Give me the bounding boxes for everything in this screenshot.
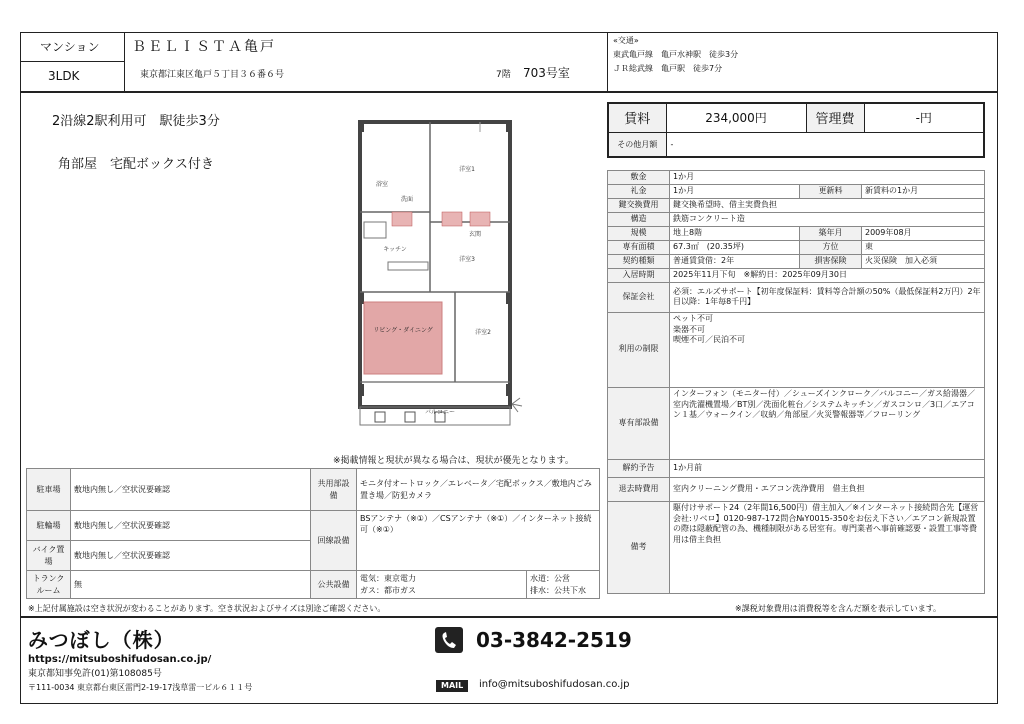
- public-label: 公共設備: [311, 571, 357, 599]
- cancel-notice-label: 解約予告: [608, 459, 670, 477]
- floor-plan: [330, 112, 530, 452]
- leave-cost-value: 室内クリーニング費用・エアコン洗浄費用 借主負担: [670, 477, 985, 501]
- transport-title: «交通»: [613, 36, 639, 45]
- common-value: モニタ付オートロック／エレベータ／宅配ボックス／敷地内ごみ置き場／防犯カメラ: [357, 469, 600, 511]
- key-money-value: 1か月: [670, 184, 800, 198]
- key-money-label: 礼金: [608, 184, 670, 198]
- rent-label: 賃料: [608, 103, 666, 132]
- restrict-item: 楽器不可: [673, 324, 705, 334]
- plan-room-label: 洋室1: [459, 166, 475, 173]
- header-vline-1: [124, 32, 125, 92]
- insurance-value: 火災保険 加入必須: [862, 254, 985, 268]
- company-address: 〒111-0034 東京都台東区雷門2-19-17浅草雷一ビル６１１号: [28, 683, 253, 692]
- bike-value: 敷地内無し／空状況要確認: [71, 541, 311, 571]
- bicycle-value: 敷地内無し／空状況要確認: [71, 511, 311, 541]
- plan-room-label: 浴室: [375, 181, 388, 188]
- scale-value: 地上8階: [670, 226, 800, 240]
- drain-value: 排水：公共下水: [530, 585, 586, 595]
- plan-notice: ※掲載情報と現状が異なる場合は、現状が優先となります。: [333, 456, 574, 466]
- movein-label: 入居時期: [608, 268, 670, 282]
- equip-value: インターフォン（モニター付）／シューズインクローク／バルコニー／ガス給湯器／室内洗濯機置場／BT別／洗面化粧台／システムキッチン／ガスコンロ／3口／エアコン１基／ウォークイン／収納／角部屋／火災警報器等／フローリング: [670, 387, 985, 459]
- insurance-label: 損害保険: [800, 254, 862, 268]
- price-table: [607, 102, 985, 158]
- mgmt-value: -円: [864, 103, 984, 132]
- built-label: 築年月: [800, 226, 862, 240]
- layout-type: 3LDK: [48, 69, 80, 83]
- company-phone[interactable]: 03-3842-2519: [476, 628, 632, 652]
- remarks-value: 駆付けサポート24（2年間16,500円）借主加入／※インターネット接続問合先【運営会社:リベロ】0120-987-172問合№Y0015-350をお伝え下さい／エアコン新規設置の際は隠蔽配管の為、機種制限がある居室有。専門業者へ事前確認要・設置工事等費用は借主負担: [670, 501, 985, 593]
- renewal-value: 新賃料の1か月: [862, 184, 985, 198]
- electric-value: 電気：東京電力: [360, 574, 416, 584]
- gas-value: ガス：都市ガス: [360, 585, 416, 595]
- header-divider: [20, 91, 998, 93]
- scale-label: 規模: [608, 226, 670, 240]
- contract-label: 契約種類: [608, 254, 670, 268]
- direction-value: 東: [862, 240, 985, 254]
- cancel-notice-value: 1か月前: [670, 459, 985, 477]
- company-url[interactable]: https://mitsuboshifudosan.co.jp/: [28, 654, 212, 665]
- leave-cost-label: 退去時費用: [608, 477, 670, 501]
- transport-line-2: ＪＲ総武線 亀戸駅 徒歩7分: [613, 64, 723, 73]
- restrict-item: 喫煙不可／民泊不可: [673, 335, 745, 345]
- property-type: マンション: [40, 40, 100, 54]
- mail-icon: MAIL: [436, 680, 468, 692]
- type-divider: [20, 61, 124, 62]
- bicycle-label: 駐輪場: [27, 511, 71, 541]
- plan-room-label: バルコニー: [424, 409, 455, 416]
- guarantee-label: 保証会社: [608, 282, 670, 312]
- restrict-label: 利用の制限: [608, 312, 670, 387]
- floor-plan-drawing: [330, 112, 530, 452]
- facilities-note: ※上記付属施設は空き状況が変わることがあります。空き状況およびサイズは別途ご確認ください。: [28, 604, 386, 613]
- transport-line-1: 東武亀戸線 亀戸水神駅 徒歩3分: [613, 50, 739, 59]
- plan-room-label: 洋室2: [475, 329, 491, 336]
- plan-room-label: 洋室3: [459, 256, 475, 263]
- lock-label: 鍵交換費用: [608, 198, 670, 212]
- built-value: 2009年08月: [862, 226, 985, 240]
- movein-value: 2025年11月下旬 ※解約日：2025年09月30日: [670, 268, 985, 282]
- equip-label: 専有部設備: [608, 387, 670, 459]
- bike-label: バイク置場: [27, 541, 71, 571]
- restrict-item: ペット不可: [673, 313, 713, 323]
- building-address: 東京都江東区亀戸５丁目３６番６号: [140, 70, 285, 80]
- contract-value: 普通賃貸借：2年: [670, 254, 800, 268]
- plan-room-label: 洗面: [400, 196, 413, 203]
- plan-room-label: キッチン: [383, 246, 407, 253]
- area-value: 67.3㎡ (20.35坪): [670, 240, 800, 254]
- highlight-access: 2沿線2駅利用可 駅徒歩3分: [52, 114, 220, 129]
- facilities-table: [26, 468, 600, 599]
- trunk-value: 無: [71, 571, 311, 599]
- common-label: 共用部設備: [311, 469, 357, 511]
- line-label: 回線設備: [311, 511, 357, 571]
- terms-table: [607, 170, 985, 594]
- deposit-value: 1か月: [670, 171, 985, 185]
- structure-value: 鉄筋コンクリート造: [670, 212, 985, 226]
- phone-icon: [435, 627, 463, 653]
- mgmt-label: 管理費: [806, 103, 864, 132]
- room-number: 703号室: [523, 66, 570, 80]
- deposit-label: 敷金: [608, 171, 670, 185]
- plan-room-label: リビング・ダイニング: [373, 327, 433, 334]
- parking-value: 敷地内無し／空状況要確認: [71, 469, 311, 511]
- building-name: ＢＥＬＩＳＴＡ亀戸: [132, 39, 276, 55]
- floor-number: 7階: [496, 70, 511, 80]
- header-vline-2: [607, 32, 608, 92]
- trunk-label: トランクルーム: [27, 571, 71, 599]
- parking-label: 駐車場: [27, 469, 71, 511]
- highlight-features: 角部屋 宅配ボックス付き: [58, 157, 214, 172]
- lock-value: 鍵交換希望時、借主実費負担: [670, 198, 985, 212]
- structure-label: 構造: [608, 212, 670, 226]
- direction-label: 方位: [800, 240, 862, 254]
- company-license: 東京都知事免許(01)第108085号: [28, 669, 162, 679]
- renewal-label: 更新料: [800, 184, 862, 198]
- plan-room-label: 玄関: [468, 231, 481, 238]
- area-label: 専有面積: [608, 240, 670, 254]
- other-value: -: [666, 132, 984, 157]
- tax-note: ※課税対象費用は消費税等を含んだ額を表示しています。: [735, 604, 942, 613]
- line-value: BSアンテナ（※①）／CSアンテナ（※①）／インターネット接続可（※①）: [357, 511, 600, 571]
- company-name: みつぼし（株）: [28, 628, 175, 652]
- footer-divider: [20, 616, 998, 618]
- company-email[interactable]: info@mitsuboshifudosan.co.jp: [479, 679, 630, 690]
- remarks-label: 備考: [608, 501, 670, 593]
- rent-value: 234,000円: [666, 103, 806, 132]
- guarantee-value: 必須：エルズサポート【初年度保証料：賃料等合計額の50%（最低保証料2万円）2年目以降：1年毎8千円】: [670, 282, 985, 312]
- water-value: 水道：公営: [530, 574, 570, 584]
- other-label: その他月額: [608, 132, 666, 157]
